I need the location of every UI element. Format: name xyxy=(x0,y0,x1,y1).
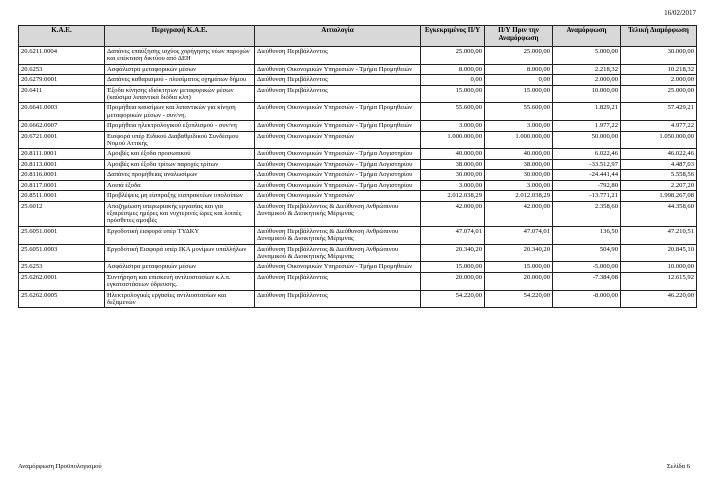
column-header-description: Περιγραφή Κ.Α.Ε. xyxy=(105,26,255,47)
kae-cell: 25.6253 xyxy=(19,262,105,272)
column-header-revision: Αναμόρφωση xyxy=(553,26,621,47)
revision-cell: 1.829,21 xyxy=(553,103,621,121)
table-row xyxy=(19,85,697,103)
description-cell: Εισφορά υπέρ Ειδικού Διαβαθμιδικού Συνδέσμου Νομού Αττικής xyxy=(105,131,255,149)
table-row xyxy=(19,226,697,244)
kae-cell: 20.6411 xyxy=(19,85,105,103)
justification-cell: Διεύθυνση Περιβάλλοντος & Διεύθυνση Ανθρώπινου Δυναμικού & Διοικητικής Μέριμνας xyxy=(255,226,421,244)
table-row xyxy=(19,191,697,201)
description-cell: Προμήθεια ηλεκτρολογικού εξοπλισμού - συν/νη xyxy=(105,121,255,131)
description-cell: Προμήθεια καυσίμων και λιπαντικών για κίνηση μεταφορικών μέσων - συν/νη. xyxy=(105,103,255,121)
budget-before-cell: 8.000,00 xyxy=(485,64,553,74)
description-cell: Λοιπά έξοδα xyxy=(105,180,255,190)
justification-cell: Διεύθυνση Οικονομικών Υπηρεσιών - Τμήμα Λογιστηρίου xyxy=(255,159,421,169)
table-row xyxy=(19,244,697,262)
kae-cell: 25.6051.0003 xyxy=(19,244,105,262)
description-cell: Εργοδοτική εισφορά υπέρ ΤΥΔΚΥ xyxy=(105,226,255,244)
approved-budget-cell: 1.000.000,00 xyxy=(421,131,485,149)
kae-cell: 20.6211.0004 xyxy=(19,47,105,65)
description-cell: Συντήρηση και επισκευή αντλιοστασίων κ.λ.π. εγκαταστάσεων ύδρευσης. xyxy=(105,272,255,290)
approved-budget-cell: 2.012.038,29 xyxy=(421,191,485,201)
table-body xyxy=(19,47,697,308)
justification-cell: Διεύθυνση Οικονομικών Υπηρεσιών - Τμήμα Προμηθειών xyxy=(255,103,421,121)
revision-cell: 50.000,00 xyxy=(553,131,621,149)
approved-budget-cell: 15.000,00 xyxy=(421,85,485,103)
approved-budget-cell: 47.074,01 xyxy=(421,226,485,244)
justification-cell: Διεύθυνση Οικονομικών Υπηρεσιών xyxy=(255,191,421,201)
justification-cell: Διεύθυνση Οικονομικών Υπηρεσιών - Τμήμα Λογιστηρίου xyxy=(255,170,421,180)
approved-budget-cell: 54.220,00 xyxy=(421,290,485,308)
final-amount-cell: 1.998.267,08 xyxy=(621,191,697,201)
description-cell: Αποζημίωση υπερωριακής εργασίας και για εξαιρέσιμες ημέρες και νυχτερινές ώρες και λοιπές πρόσθετες αμοιβές xyxy=(105,201,255,226)
column-header-kae: Κ.Α.Ε. xyxy=(19,26,105,47)
budget-before-cell: 15.000,00 xyxy=(485,262,553,272)
table-row xyxy=(19,64,697,74)
table-row xyxy=(19,131,697,149)
description-cell: Δαπάνες καθαρισμού - πλυσίματος οχημάτων δήμου xyxy=(105,75,255,85)
description-cell: Δαπάνες προμήθειας αναλωσίμων xyxy=(105,170,255,180)
final-amount-cell: 57.429,21 xyxy=(621,103,697,121)
budget-before-cell: 20.340,20 xyxy=(485,244,553,262)
justification-cell: Διεύθυνση Περιβάλλοντος xyxy=(255,75,421,85)
kae-cell: 20.6662.0007 xyxy=(19,121,105,131)
revision-cell: -7.384,08 xyxy=(553,272,621,290)
table-row xyxy=(19,201,697,226)
kae-cell: 20.8117.0001 xyxy=(19,180,105,190)
budget-before-cell: 55.600,00 xyxy=(485,103,553,121)
budget-before-cell: 30.000,00 xyxy=(485,170,553,180)
kae-cell: 25.6262.0001 xyxy=(19,272,105,290)
approved-budget-cell: 3.000,00 xyxy=(421,121,485,131)
revision-cell: -24.441,44 xyxy=(553,170,621,180)
revision-cell: -8.000,00 xyxy=(553,290,621,308)
kae-cell: 20.6721.0001 xyxy=(19,131,105,149)
kae-cell: 20.6641.0003 xyxy=(19,103,105,121)
justification-cell: Διεύθυνση Περιβάλλοντος & Διεύθυνση Ανθρώπινου Δυναμικού & Διοικητικής Μέριμνας xyxy=(255,201,421,226)
revision-cell: 2.218,32 xyxy=(553,64,621,74)
kae-cell: 25.6262.0005 xyxy=(19,290,105,308)
final-amount-cell: 2.000,00 xyxy=(621,75,697,85)
revision-cell: 136,50 xyxy=(553,226,621,244)
description-cell: Αμοιβές και έξοδα τρίτων παροχές τρίτων xyxy=(105,159,255,169)
final-amount-cell: 2.207,20 xyxy=(621,180,697,190)
description-cell: Ηλεκτρολογικές εργασίες αντλιοστασίων και δεξαμενών xyxy=(105,290,255,308)
kae-cell: 20.8511.0001 xyxy=(19,191,105,201)
justification-cell: Διεύθυνση Περιβάλλοντος xyxy=(255,85,421,103)
budget-before-cell: 3.000,00 xyxy=(485,180,553,190)
document-date: 16/02/2017 xyxy=(664,9,696,17)
approved-budget-cell: 3.000,00 xyxy=(421,180,485,190)
table-row xyxy=(19,103,697,121)
footer-title: Αναμόρφωση Προϋπολογισμού xyxy=(18,463,102,470)
approved-budget-cell: 40.000,00 xyxy=(421,149,485,159)
description-cell: Ασφάλιστρα μεταφορικών μέσων xyxy=(105,262,255,272)
table-row xyxy=(19,180,697,190)
justification-cell: Διεύθυνση Οικονομικών Υπηρεσιών - Τμήμα Προμηθειών xyxy=(255,262,421,272)
budget-before-cell: 25.000,00 xyxy=(485,47,553,65)
approved-budget-cell: 30.000,00 xyxy=(421,170,485,180)
revision-cell: 10.000,00 xyxy=(553,85,621,103)
description-cell: Ασφάλιστρα μεταφορικών μέσων xyxy=(105,64,255,74)
description-cell: Προβλέψεις μη είσπραξης εισπρακτέων υπολοίπων xyxy=(105,191,255,201)
kae-cell: 20.8113.0001 xyxy=(19,159,105,169)
approved-budget-cell: 38.000,00 xyxy=(421,159,485,169)
table-row xyxy=(19,47,697,65)
description-cell: Δαπάνες επαύξησης ισχύος χορήγησης νέων παροχών και επέκταση δικτύου από ΔΕΗ xyxy=(105,47,255,65)
page-number: Σελίδα 6 xyxy=(666,463,690,470)
kae-cell: 20.6253 xyxy=(19,64,105,74)
final-amount-cell: 44.358,60 xyxy=(621,201,697,226)
revision-cell: -5.000,00 xyxy=(553,262,621,272)
revision-cell: -13.771,21 xyxy=(553,191,621,201)
justification-cell: Διεύθυνση Οικονομικών Υπηρεσιών xyxy=(255,131,421,149)
budget-before-cell: 47.074,01 xyxy=(485,226,553,244)
table-row xyxy=(19,121,697,131)
justification-cell: Διεύθυνση Περιβάλλοντος xyxy=(255,272,421,290)
revision-cell: 1.977,22 xyxy=(553,121,621,131)
final-amount-cell: 25.000,00 xyxy=(621,85,697,103)
budget-before-cell: 54.220,00 xyxy=(485,290,553,308)
kae-cell: 20.6279.0001 xyxy=(19,75,105,85)
approved-budget-cell: 15.000,00 xyxy=(421,262,485,272)
justification-cell: Διεύθυνση Περιβάλλοντος & Διεύθυνση Ανθρώπινου Δυναμικού & Διοικητικής Μέριμνας xyxy=(255,244,421,262)
approved-budget-cell: 42.000,00 xyxy=(421,201,485,226)
final-amount-cell: 46.220,00 xyxy=(621,290,697,308)
approved-budget-cell: 55.600,00 xyxy=(421,103,485,121)
budget-before-cell: 2.012.038,29 xyxy=(485,191,553,201)
final-amount-cell: 10.218,32 xyxy=(621,64,697,74)
approved-budget-cell: 8.000,00 xyxy=(421,64,485,74)
justification-cell: Διεύθυνση Οικονομικών Υπηρεσιών - Τμήμα Λογιστηρίου xyxy=(255,180,421,190)
final-amount-cell: 20.845,10 xyxy=(621,244,697,262)
justification-cell: Διεύθυνση Περιβάλλοντος xyxy=(255,47,421,65)
table-row xyxy=(19,75,697,85)
approved-budget-cell: 25.000,00 xyxy=(421,47,485,65)
table-row xyxy=(19,262,697,272)
approved-budget-cell: 20.340,20 xyxy=(421,244,485,262)
kae-cell: 20.8111.0001 xyxy=(19,149,105,159)
final-amount-cell: 4.487,03 xyxy=(621,159,697,169)
final-amount-cell: 46.022,46 xyxy=(621,149,697,159)
table-row xyxy=(19,159,697,169)
table-header-row xyxy=(19,26,697,47)
budget-before-cell: 1.000.000,00 xyxy=(485,131,553,149)
kae-cell: 20.8116.0001 xyxy=(19,170,105,180)
kae-cell: 25.6012 xyxy=(19,201,105,226)
column-header-budget-before-revision: Π/Υ Πριν την Αναμόρφωση xyxy=(485,26,553,47)
table-row xyxy=(19,272,697,290)
revision-cell: 504,90 xyxy=(553,244,621,262)
revision-cell: 2.000,00 xyxy=(553,75,621,85)
table-row xyxy=(19,170,697,180)
description-cell: Αμοιβές και έξοδα προσωπικού xyxy=(105,149,255,159)
description-cell: Έξοδα κίνησης ιδιόκτητων μεταφορικών μέσων (καύσιμα λιπαντικά διόδια κλπ) xyxy=(105,85,255,103)
final-amount-cell: 4.977,22 xyxy=(621,121,697,131)
final-amount-cell: 10.000,00 xyxy=(621,262,697,272)
revision-cell: -33.512,97 xyxy=(553,159,621,169)
budget-before-cell: 0,00 xyxy=(485,75,553,85)
revision-cell: 2.358,60 xyxy=(553,201,621,226)
final-amount-cell: 12.615,92 xyxy=(621,272,697,290)
revision-cell: -792,80 xyxy=(553,180,621,190)
budget-before-cell: 38.000,00 xyxy=(485,159,553,169)
budget-before-cell: 20.000,00 xyxy=(485,272,553,290)
table-row xyxy=(19,149,697,159)
budget-revision-table xyxy=(18,25,697,308)
revision-cell: 5.000,00 xyxy=(553,47,621,65)
budget-before-cell: 40.000,00 xyxy=(485,149,553,159)
justification-cell: Διεύθυνση Περιβάλλοντος xyxy=(255,290,421,308)
final-amount-cell: 47.210,51 xyxy=(621,226,697,244)
column-header-approved-budget: Εγκεκριμένος Π/Υ xyxy=(421,26,485,47)
revision-cell: 6.022,46 xyxy=(553,149,621,159)
table-row xyxy=(19,290,697,308)
budget-before-cell: 15.000,00 xyxy=(485,85,553,103)
justification-cell: Διεύθυνση Οικονομικών Υπηρεσιών - Τμήμα Προμηθειών xyxy=(255,121,421,131)
final-amount-cell: 5.558,56 xyxy=(621,170,697,180)
final-amount-cell: 30.000,00 xyxy=(621,47,697,65)
description-cell: Εργοδοτική Εισφορά υπέρ ΙΚΑ μονίμων υπαλλήλων xyxy=(105,244,255,262)
column-header-final-amount: Τελική Διαμόρφωση xyxy=(621,26,697,47)
justification-cell: Διεύθυνση Οικονομικών Υπηρεσιών - Τμήμα Προμηθειών xyxy=(255,64,421,74)
column-header-justification: Αιτιολογία xyxy=(255,26,421,47)
final-amount-cell: 1.050.000,00 xyxy=(621,131,697,149)
budget-before-cell: 42.000,00 xyxy=(485,201,553,226)
approved-budget-cell: 0,00 xyxy=(421,75,485,85)
justification-cell: Διεύθυνση Οικονομικών Υπηρεσιών - Τμήμα Λογιστηρίου xyxy=(255,149,421,159)
budget-before-cell: 3.000,00 xyxy=(485,121,553,131)
kae-cell: 25.6051.0001 xyxy=(19,226,105,244)
approved-budget-cell: 20.000,00 xyxy=(421,272,485,290)
